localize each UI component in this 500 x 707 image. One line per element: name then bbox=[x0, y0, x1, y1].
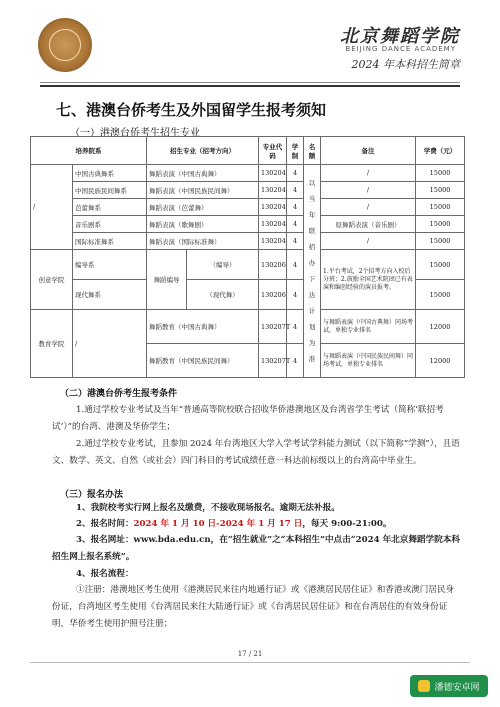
watermark-badge: 潘德安卓网 bbox=[410, 675, 488, 697]
dept-cell: 音乐剧系 bbox=[73, 216, 147, 233]
header-dept: 培养院系 bbox=[31, 137, 147, 165]
major-cell: 舞蹈表演（中国民族民间舞） bbox=[147, 182, 259, 199]
major-cell: 舞蹈表演（歌舞剧） bbox=[147, 216, 259, 233]
subsection-title-majors: （一）港澳台侨考生招生专业 bbox=[70, 128, 200, 139]
fee-cell: 12000 bbox=[416, 310, 465, 344]
fee-cell: 15000 bbox=[416, 280, 465, 310]
code-cell: 130207T bbox=[259, 344, 287, 378]
years-cell: 4 bbox=[287, 344, 304, 378]
header-years: 学制 bbox=[287, 137, 304, 165]
years-cell: 4 bbox=[287, 199, 304, 216]
years-cell: 4 bbox=[287, 250, 304, 280]
dept-cell: 现代舞系 bbox=[73, 280, 147, 310]
fee-cell: 15000 bbox=[416, 233, 465, 250]
table-row bbox=[31, 250, 465, 280]
register-note: ①注册：港澳地区考生使用《港澳居民来往内地通行证》或《港澳居民居住证》和香港或澳门居民身份证，台湾地区考生使用《台湾居民来往大陆通行证》或《台湾居民居住证》和在台湾居住的有效身份证明，华侨考生使用护照号注册； bbox=[52, 585, 455, 629]
quota-cell: 以 当 年 联 招 办 下 达 计 划 为 准 bbox=[304, 165, 321, 378]
table-row bbox=[31, 199, 465, 216]
table-row bbox=[31, 165, 465, 182]
method-2: 2、报名时间：2024 年 1 月 10 日-2024 年 1 月 17 日，每天 9:00-21:00。 bbox=[76, 519, 392, 529]
code-cell: 130206 bbox=[259, 280, 287, 310]
major-cell: 舞蹈教育（中国古典舞） bbox=[147, 310, 259, 344]
subsection-title-conditions: （二）港澳台侨考生报考条件 bbox=[60, 389, 178, 399]
condition-2: 2.通过学校专业考试，且参加 2024 年台湾地区大学入学考试学科能力测试（以下简称“学测”），且语文、数学、英文、自然（或社会）四门科目的考试成绩任意一科达前标级以上的台湾高中毕业生。 bbox=[52, 439, 460, 466]
fee-cell: 12000 bbox=[416, 344, 465, 378]
school-cell-create: 创意学院 bbox=[31, 250, 73, 310]
registration-dates: 2024 年 1 月 10 日-2024 年 1 月 17 日 bbox=[133, 519, 303, 529]
code-cell: 130204 bbox=[259, 165, 287, 182]
fee-cell: 15000 bbox=[416, 165, 465, 182]
method-1: 1、我院校考实行网上报名及缴费，不接收现场报名。逾期无法补报。 bbox=[76, 503, 340, 513]
note-cell: 原舞蹈表演（音乐剧） bbox=[321, 216, 416, 233]
years-cell: 4 bbox=[287, 216, 304, 233]
table-header-row bbox=[31, 137, 465, 165]
header-code: 专业代码 bbox=[259, 137, 287, 165]
note-cell: 与舞蹈表演（中国古典舞）同场考试，单独专业排名 bbox=[321, 310, 416, 344]
years-cell: 4 bbox=[287, 280, 304, 310]
fee-cell: 15000 bbox=[416, 182, 465, 199]
code-cell: 130207T bbox=[259, 310, 287, 344]
header-quota: 名额 bbox=[304, 137, 321, 165]
header-fee: 学费（元） bbox=[416, 137, 465, 165]
header-divider-thick bbox=[40, 85, 460, 87]
admission-table bbox=[30, 136, 465, 378]
section-title: 七、港澳台侨考生及外国留学生报考须知 bbox=[56, 101, 327, 119]
major-group-cell: 舞蹈编导 bbox=[147, 250, 187, 310]
footer-divider bbox=[30, 662, 470, 663]
note-cell: 1.平台考试，2个招考方向入校后分班；2.鼓励全国艺术院团已有表演和编创经验的演员报考。 bbox=[321, 250, 416, 310]
years-cell: 4 bbox=[287, 165, 304, 182]
header-divider bbox=[40, 82, 460, 83]
academy-logo bbox=[38, 18, 92, 72]
note-cell: 与舞蹈表演（中国民族民间舞）同场考试，单独专业排名 bbox=[321, 344, 416, 378]
table-row bbox=[31, 233, 465, 250]
dept-cell: 编导系 bbox=[73, 250, 147, 280]
fee-cell: 15000 bbox=[416, 199, 465, 216]
school-cell-edu: 教育学院 bbox=[31, 310, 73, 378]
major-cell: 舞蹈表演（国际标准舞） bbox=[147, 233, 259, 250]
table-row bbox=[31, 216, 465, 233]
method-4: 4、报名流程： bbox=[76, 569, 134, 579]
dept-cell: / bbox=[73, 310, 147, 378]
code-cell: 130204 bbox=[259, 182, 287, 199]
header-note: 备注 bbox=[321, 137, 416, 165]
condition-1: 1.通过学校专业考试及当年“普通高等院校联合招收华侨港澳地区及台湾省学生考试（简称‘联招考试’）”的台湾、港澳及华侨学生； bbox=[52, 405, 444, 432]
school-name-cn: 北京舞蹈学院 bbox=[340, 26, 460, 47]
code-cell: 130206 bbox=[259, 250, 287, 280]
major-cell: 舞蹈表演（中国古典舞） bbox=[147, 165, 259, 182]
major-sub-cell: （编导） bbox=[187, 250, 259, 280]
note-cell: / bbox=[321, 165, 416, 182]
note-cell: / bbox=[321, 199, 416, 216]
fee-cell: 15000 bbox=[416, 216, 465, 233]
note-cell: / bbox=[321, 182, 416, 199]
header-major: 招生专业（招考方向） bbox=[147, 137, 259, 165]
registration-system-link: 2024 年北京舞蹈学院本科招生网上报名系统 bbox=[52, 535, 460, 562]
dept-cell: 国际标准舞系 bbox=[73, 233, 147, 250]
method-3: 3、报名网址：www.bda.edu.cn，在“招生就业”之“本科招生”中点击“2024 年北京舞蹈学院本科招生网上报名系统”。 bbox=[52, 535, 460, 562]
years-cell: 4 bbox=[287, 182, 304, 199]
page-number: 17 / 21 bbox=[237, 650, 263, 658]
guide-title: 2024 年本科招生简章 bbox=[351, 58, 460, 71]
years-cell: 4 bbox=[287, 233, 304, 250]
dept-cell: 中国古典舞系 bbox=[73, 165, 147, 182]
subsection-title-method: （三）报名办法 bbox=[60, 490, 124, 500]
dept-cell: 中国民族民间舞系 bbox=[73, 182, 147, 199]
major-sub-cell: （现代舞） bbox=[187, 280, 259, 310]
table-row bbox=[31, 310, 465, 344]
note-cell: / bbox=[321, 233, 416, 250]
watermark-icon bbox=[418, 680, 430, 692]
school-cell-blank: / bbox=[31, 165, 73, 250]
code-cell: 130204 bbox=[259, 199, 287, 216]
fee-cell: 15000 bbox=[416, 250, 465, 280]
code-cell: 130204 bbox=[259, 216, 287, 233]
dept-cell: 芭蕾舞系 bbox=[73, 199, 147, 216]
major-cell: 舞蹈教育（中国民族民间舞） bbox=[147, 344, 259, 378]
table-row bbox=[31, 182, 465, 199]
code-cell: 130204 bbox=[259, 233, 287, 250]
major-cell: 舞蹈表演（芭蕾舞） bbox=[147, 199, 259, 216]
years-cell: 4 bbox=[287, 310, 304, 344]
school-name-en: BEIJING DANCE ACADEMY bbox=[345, 45, 456, 53]
